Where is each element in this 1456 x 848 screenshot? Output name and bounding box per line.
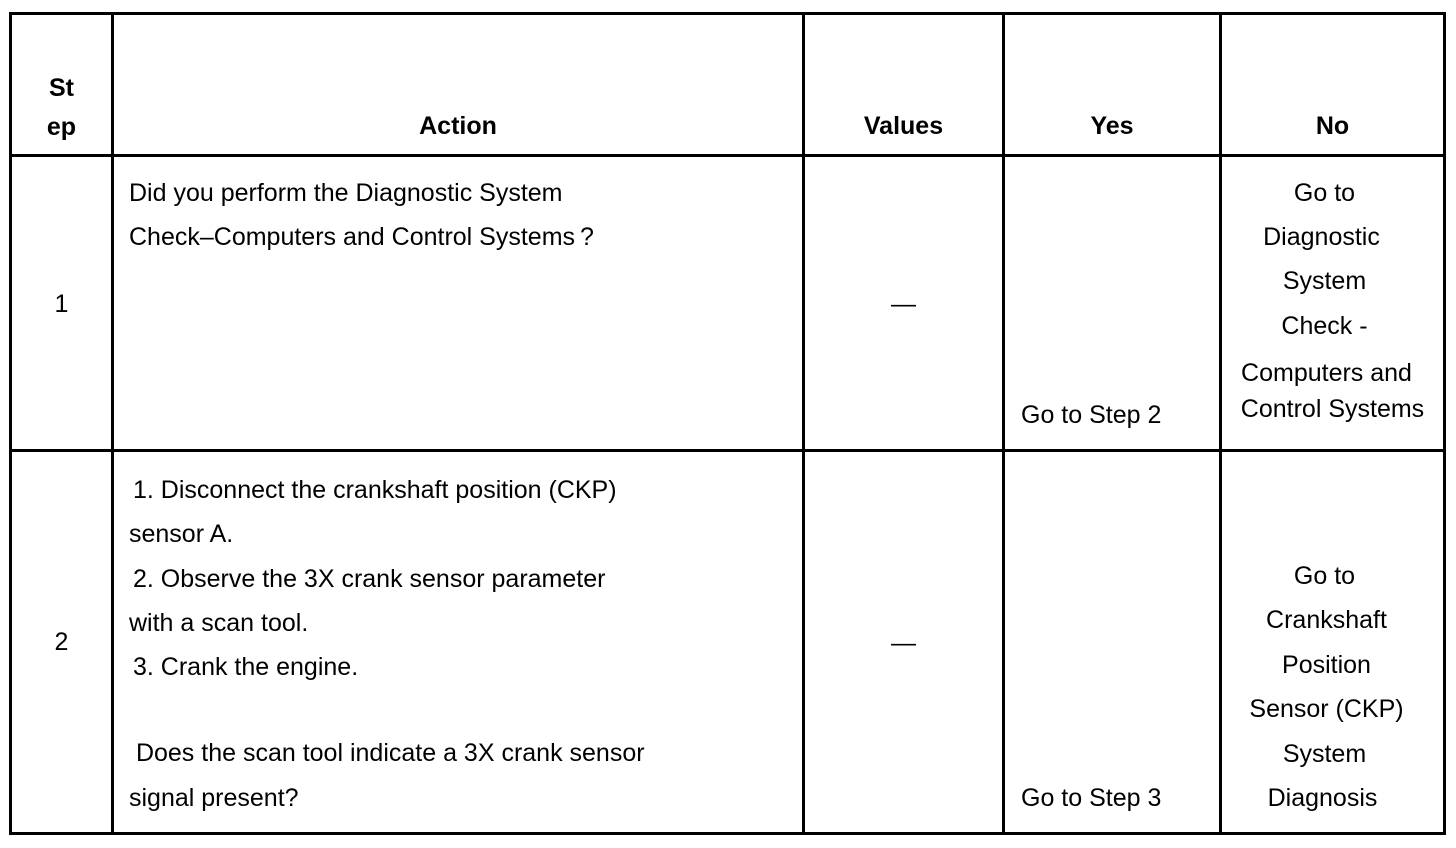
header-values: Values [863,112,944,140]
diagnostic-table [9,12,1446,835]
header-step-line1: St [49,74,74,102]
row2-action-line6: Does the scan tool indicate a 3X crank sensor [129,739,645,767]
row1-no-line5: Computers and [1241,359,1412,387]
row2-action-line4: with a scan tool. [129,609,309,637]
row1-no-line3: System [1282,267,1367,295]
row1-action-line1: Did you perform the Diagnostic System [129,179,563,207]
row2-values: — [891,629,916,657]
table-border-bottom [9,832,1446,835]
row1-no-line2: Diagnostic [1263,223,1380,251]
table-border-right [1443,12,1446,835]
row2-action-line3: 2. Observe the 3X crank sensor parameter [133,565,606,593]
header-action: Action [419,112,497,140]
row2-action-line5: 3. Crank the engine. [133,653,359,681]
header-divider [9,154,1446,157]
row2-no-line1: Go to [1293,562,1356,590]
row2-no-line4: Sensor (CKP) [1249,695,1404,723]
header-no: No [1315,112,1350,140]
row2-yes: Go to Step 3 [1021,784,1162,812]
row2-action-line2: sensor A. [129,520,234,548]
row1-values: — [891,290,916,318]
row2-no-line6: Diagnosis [1267,784,1378,812]
header-yes: Yes [1090,112,1134,140]
table-border-top [9,12,1446,15]
row2-step: 2 [54,628,69,656]
row2-action-line1: 1. Disconnect the crankshaft position (CKP) [133,476,617,504]
header-step-line2: ep [46,113,77,141]
row2-action-line7: signal present? [129,784,299,812]
row1-yes: Go to Step 2 [1021,401,1162,429]
row2-no-line3: Position [1282,651,1371,679]
row1-no-line4: Check - [1281,312,1368,340]
row1-no-line1: Go to [1293,179,1356,207]
row2-no-line2: Crankshaft [1266,606,1387,634]
row1-no-line6: Control Systems [1240,395,1425,423]
row2-no-line5: System [1282,740,1367,768]
row-divider [9,449,1446,452]
row1-step: 1 [54,290,69,318]
row1-action-line2: Check–Computers and Control Systems ? [129,223,594,251]
